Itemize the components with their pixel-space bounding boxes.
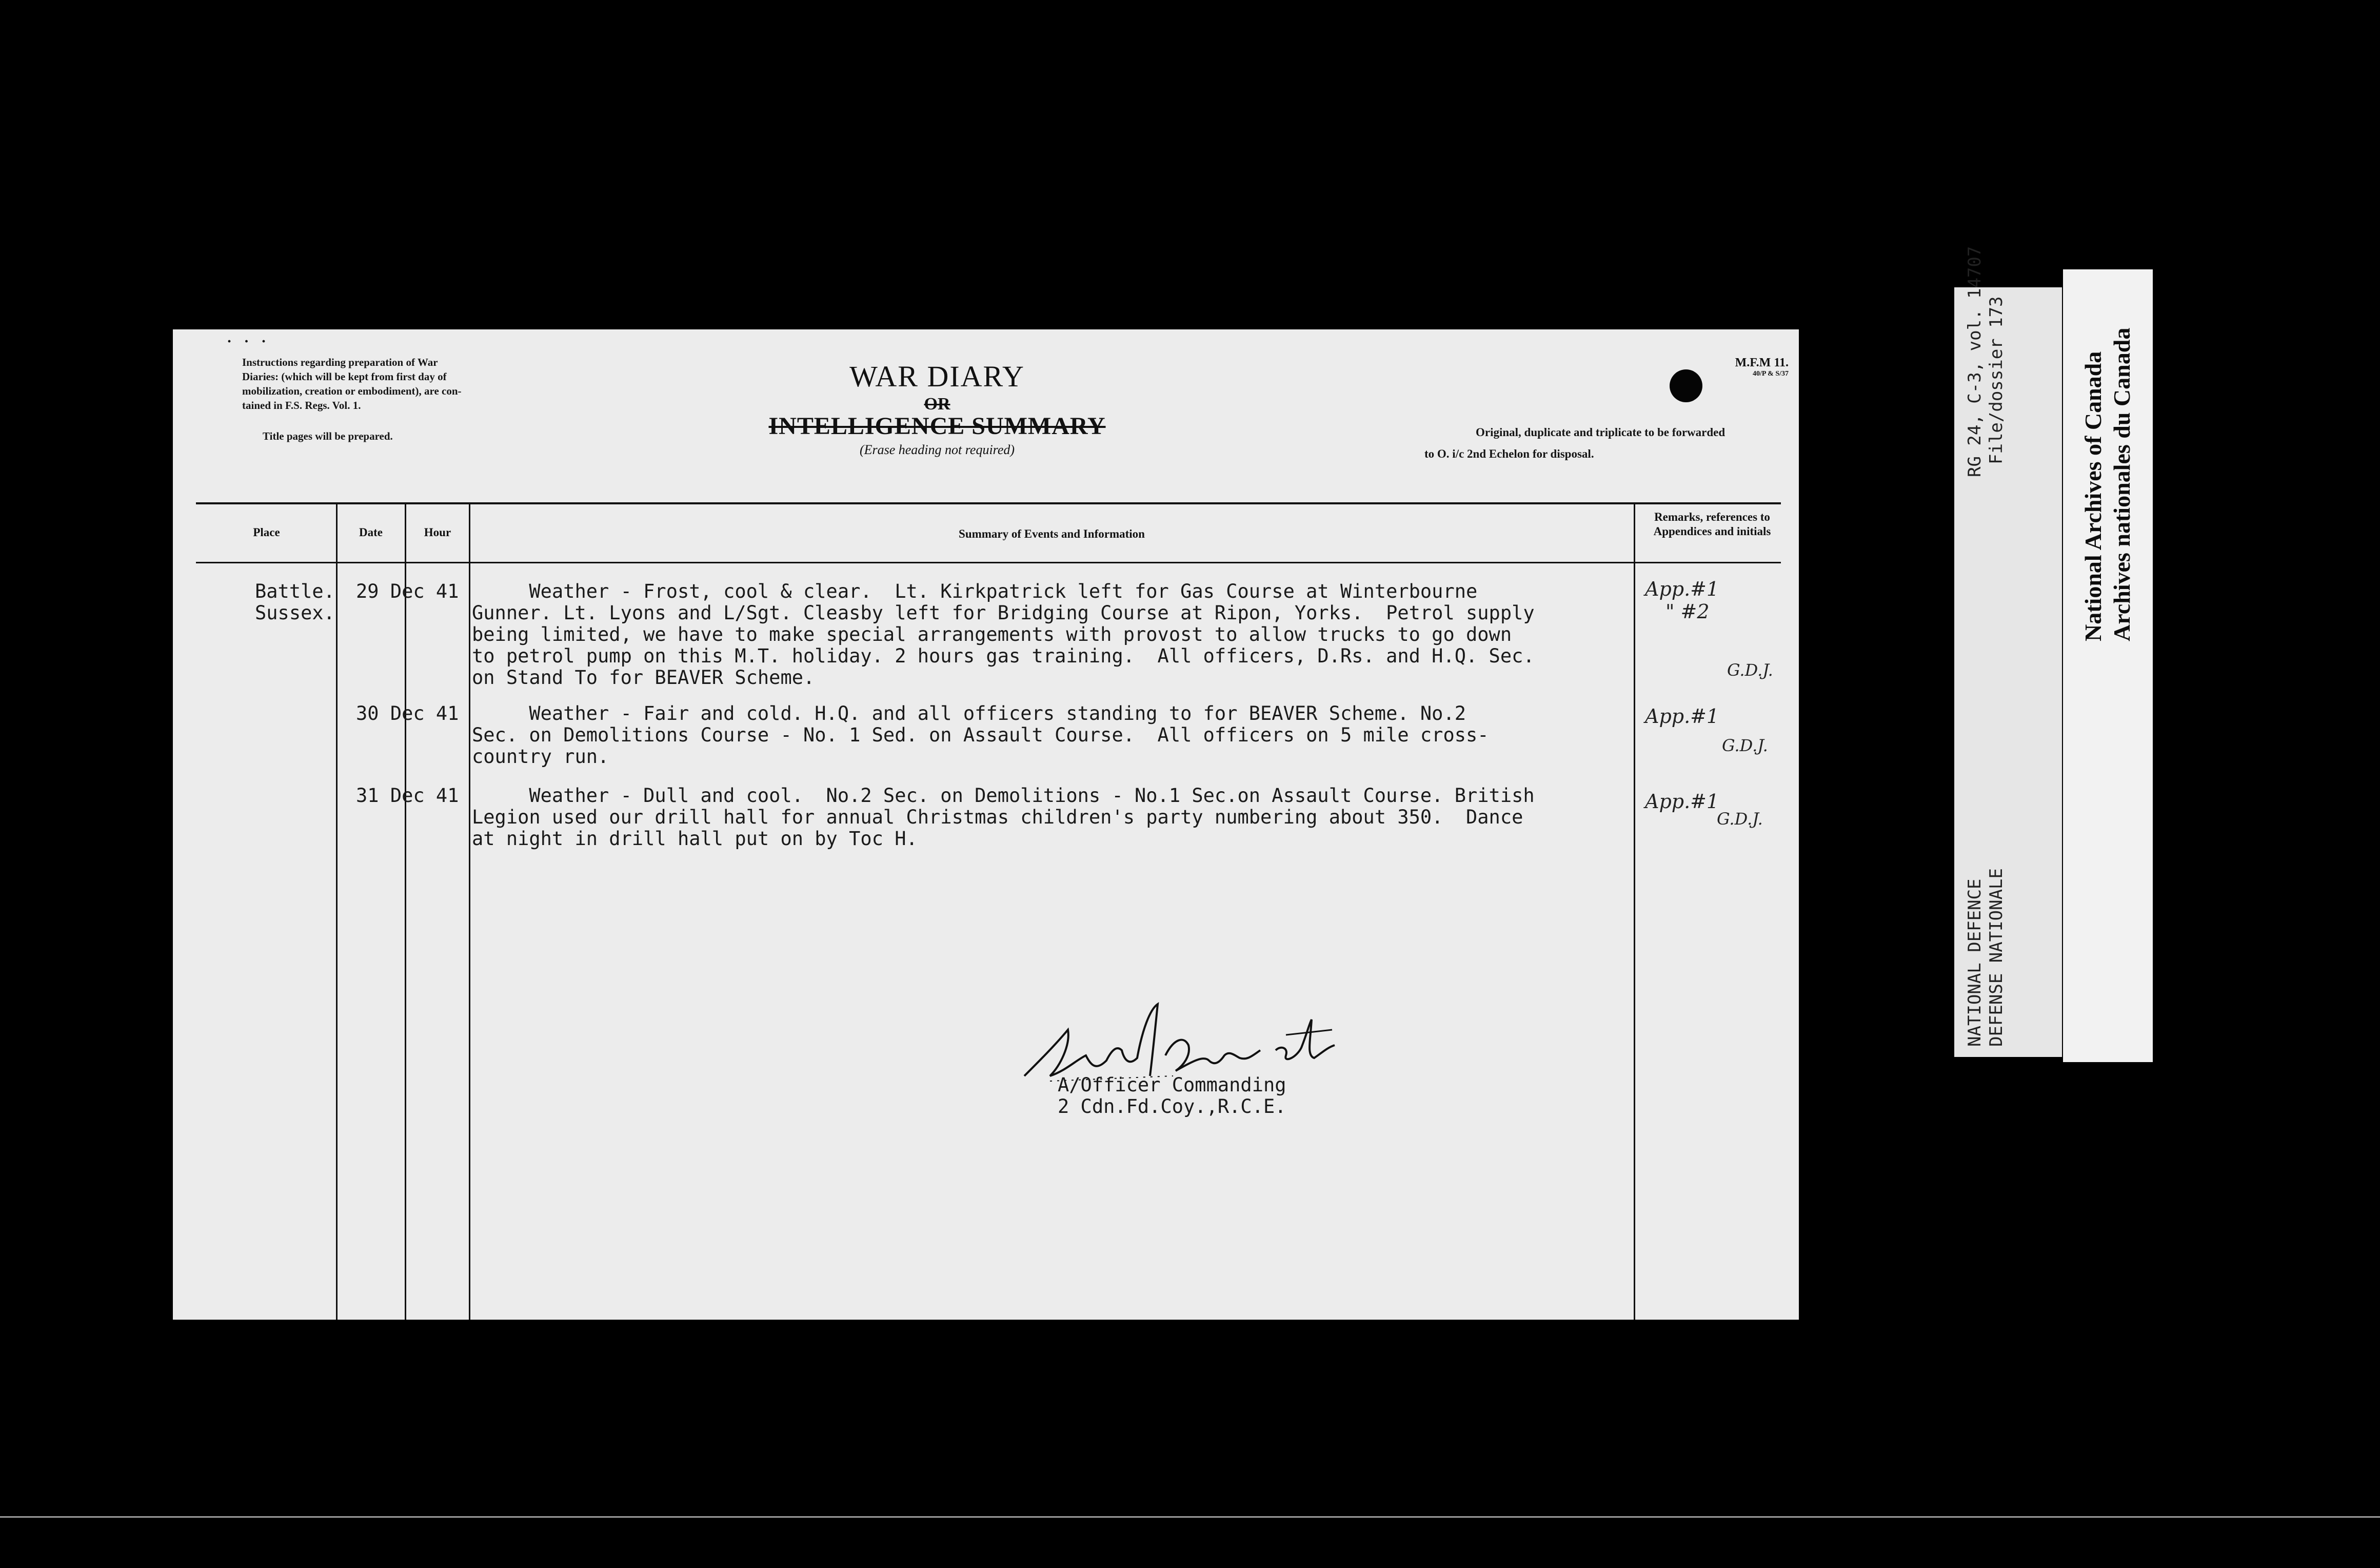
instructions-line: mobilization, creation or embodiment), are con- [242, 385, 462, 397]
entry-date: 31 Dec 41 [356, 785, 459, 807]
entry-summary-line: Weather - Dull and cool. No.2 Sec. on Demolitions - No.1 Sec.on Assault Course. British [472, 785, 1535, 807]
remark-annotation: App.#1 [1645, 790, 1719, 813]
instructions-note [227, 333, 550, 443]
erase-note: (Erase heading not required) [859, 442, 1015, 457]
instructions-line: Diaries: (which will be kept from first day of [242, 370, 447, 383]
reference-line: File/dossier 173 [1986, 296, 2007, 464]
entry-summary-line: at night in drill hall put on by Toc H. [472, 828, 918, 850]
remark-initials: G.D.J. [1717, 809, 1763, 829]
entry-summary-line: Weather - Fair and cold. H.Q. and all officers standing to for BEAVER Scheme. No.2 [472, 702, 1466, 724]
signature-title: A/Officer Commanding [1058, 1074, 1286, 1096]
archives-name-fr: Archives nationales du Canada [2109, 327, 2135, 641]
remark-annotation: App.#1 [1645, 705, 1719, 728]
entry-place: Sussex. [255, 602, 335, 624]
specks: · · · [227, 333, 271, 350]
war-diary-page [173, 329, 1799, 1320]
column-divider [336, 502, 338, 1320]
instructions-line: tained in F.S. Regs. Vol. 1. [242, 399, 361, 411]
entry-date: 29 Dec 41 [356, 580, 459, 602]
archives-stamp [2063, 269, 2153, 1062]
entry-summary-line: to petrol pump on this M.T. holiday. 2 hours gas training. All officers, D.Rs. and H.Q. Sec. [472, 645, 1535, 667]
signature-unit: 2 Cdn.Fd.Coy.,R.C.E. [1058, 1095, 1286, 1118]
column-header-hour: Hour [424, 526, 451, 539]
remark-initials: G.D.J. [1722, 736, 1768, 755]
form-number: M.F.M 11. [1735, 356, 1789, 369]
forwarding-line: to O. i/c 2nd Echelon for disposal. [1424, 447, 1594, 460]
entry-summary-line: being limited, we have to make special arrangements with provost to allow trucks to go down [472, 623, 1512, 645]
page-title: WAR DIARY [849, 360, 1025, 393]
remark-initials: G.D.J. [1727, 660, 1773, 680]
entry-date: 30 Dec 41 [356, 702, 459, 724]
entry-place: Battle. [255, 580, 335, 602]
remark-annotation: " #2 [1665, 600, 1710, 623]
entry-summary-line: Legion used our drill hall for annual Christmas children's party numbering about 350. Dance [472, 806, 1523, 828]
column-divider [469, 502, 470, 1320]
intelligence-summary-heading: INTELLIGENCE SUMMARY [768, 413, 1106, 440]
department-line: DEFENSE NATIONALE [1986, 868, 2007, 1047]
entry-summary-line: country run. [472, 746, 609, 768]
entry-summary-line: Weather - Frost, cool & clear. Lt. Kirkpatrick left for Gas Course at Winterbourne [472, 580, 1478, 602]
entry-summary-line: Sec. on Demolitions Course - No. 1 Sed. on Assault Course. All officers on 5 mile cross- [472, 724, 1489, 746]
form-sub: 40/P & S/37 [1752, 370, 1789, 378]
entry-summary-line: on Stand To for BEAVER Scheme. [472, 667, 815, 689]
reference-line: RG 24, C-3, vol. 14707 [1965, 246, 1985, 477]
column-divider [405, 502, 406, 1320]
archives-name-en: National Archives of Canada [2080, 351, 2106, 641]
department-line: NATIONAL DEFENCE [1965, 878, 1985, 1047]
scan-edge-line [0, 1516, 2380, 1518]
column-header-summary: Summary of Events and Information [959, 527, 1145, 540]
column-header-date: Date [359, 526, 383, 539]
remark-annotation: App.#1 [1645, 578, 1719, 600]
table-header-rule [196, 562, 1781, 563]
handwritten-signature [1019, 999, 1337, 1086]
punch-hole [1670, 369, 1702, 402]
or-text: OR [924, 395, 950, 414]
entry-summary-line: Gunner. Lt. Lyons and L/Sgt. Cleasby left for Bridging Course at Ripon, Yorks. Petrol supply [472, 602, 1535, 624]
reference-stamp [1954, 246, 2062, 1057]
form-id [1701, 356, 1789, 378]
forwarding-note [1424, 422, 1799, 465]
column-divider [1634, 502, 1635, 1320]
instructions-line: Instructions regarding preparation of War [242, 356, 438, 368]
column-header-remarks: Remarks, references to Appendices and initials [1653, 511, 1771, 538]
signature-block [1058, 1074, 1286, 1118]
column-header-place: Place [253, 526, 280, 539]
diary-heading [722, 359, 1153, 458]
forwarding-line: Original, duplicate and triplicate to be forwarded [1476, 426, 1726, 439]
title-pages-note: Title pages will be prepared. [263, 430, 393, 442]
table-top-rule [196, 502, 1781, 504]
